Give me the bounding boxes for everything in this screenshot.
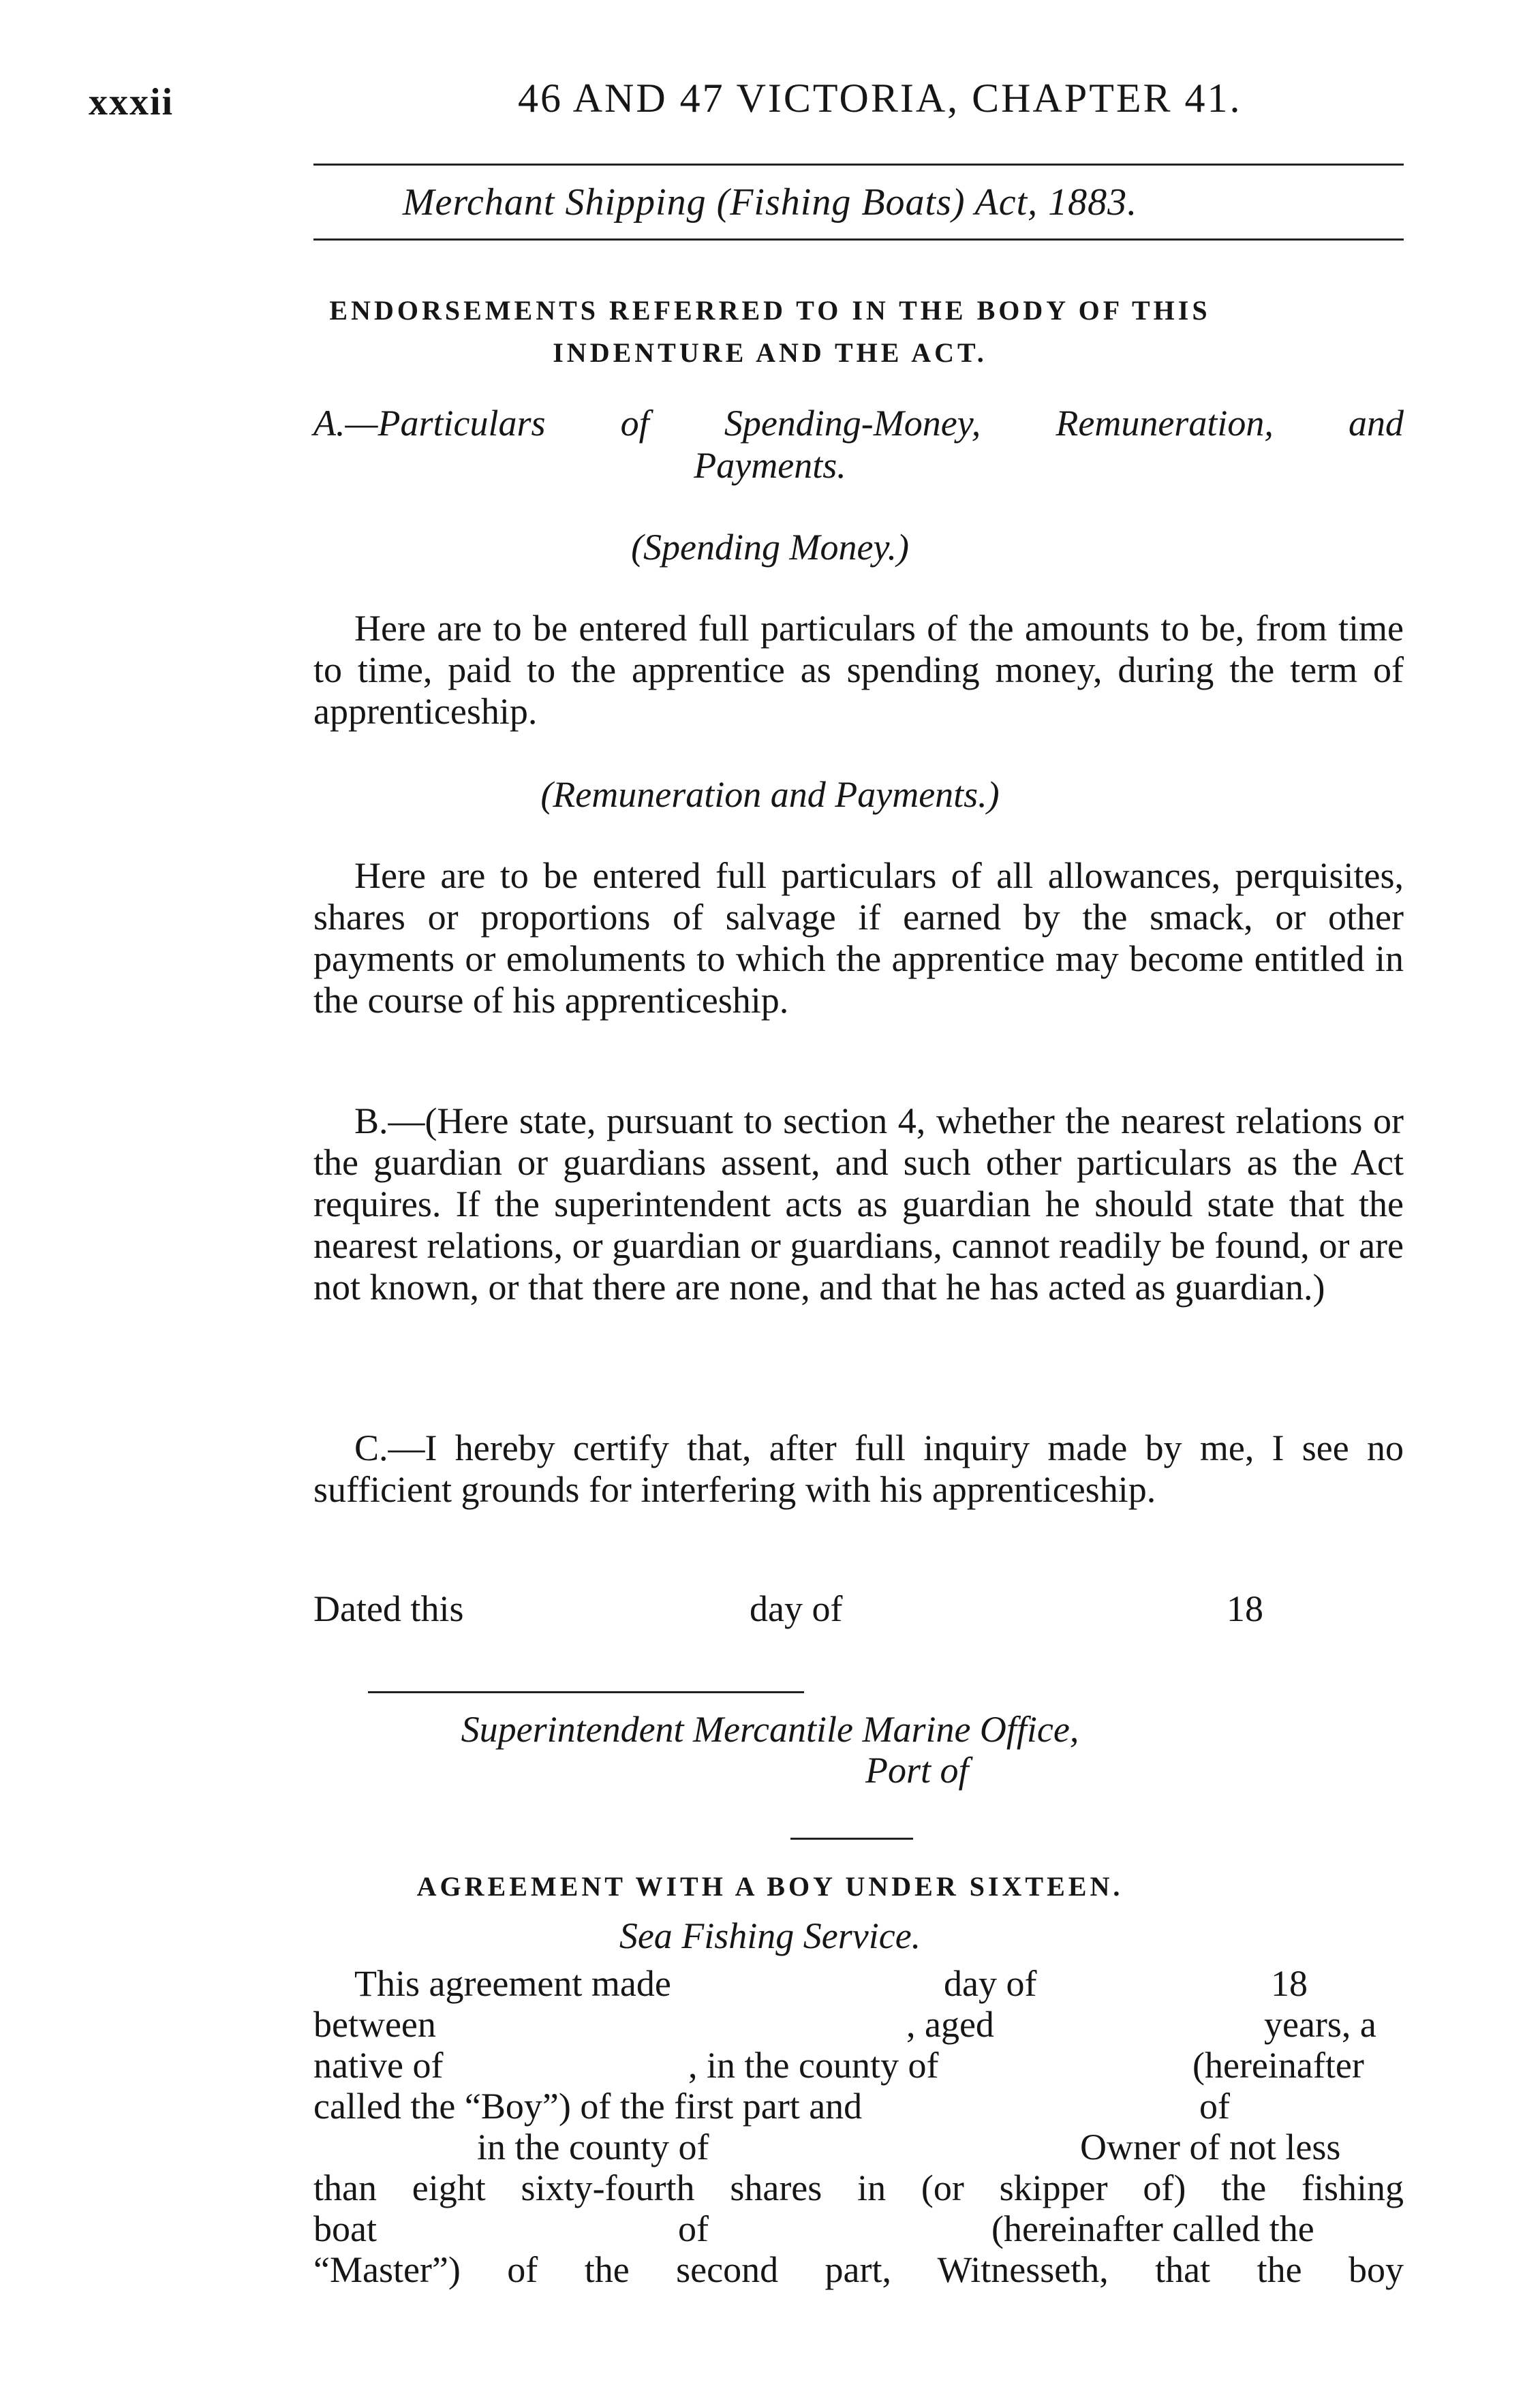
short-title: Merchant Shipping (Fishing Boats) Act, 1883. xyxy=(402,181,1138,223)
agreement-line5-a: in the county of xyxy=(477,2127,709,2167)
section-c-text: C.—I hereby certify that, after full inquiry made by me, I see no sufficient grounds for interfering with his apprenticeship. xyxy=(313,1427,1404,1510)
spending-money-text: Here are to be entered full particulars of the amounts to be, from time to time, paid to the apprentice as spending money, during the term of apprenticeship. xyxy=(313,608,1404,732)
agreement-subheading: Sea Fishing Service. xyxy=(619,1915,921,1956)
remuneration-text: Here are to be entered full particulars of all allowances, perquisites, shares or proportions of salvage if earned by the smack, or other payments or emoluments to which the apprentice may become entitled in the course of his apprenticeship. xyxy=(313,855,1404,1021)
section-a-heading xyxy=(313,402,1404,444)
agreement-line5-b: Owner of not less xyxy=(1080,2127,1341,2167)
remuneration-heading: (Remuneration and Payments.) xyxy=(540,774,1000,815)
page-number: xxxii xyxy=(89,81,174,123)
spending-money-heading: (Spending Money.) xyxy=(631,527,909,568)
agreement-line2-a: between xyxy=(313,2004,436,2045)
section-c-paragraph xyxy=(313,1427,1404,1511)
agreement-line2-b: , aged xyxy=(906,2004,994,2045)
signature-line2: Port of xyxy=(865,1750,969,1791)
section-b-paragraph xyxy=(313,1100,1404,1308)
agreement-line6: than eight sixty-fourth shares in (or skipper of) the fishing xyxy=(313,2167,1404,2208)
agreement-line2-c: years, a xyxy=(1264,2004,1376,2045)
dated-this-label: Dated this xyxy=(313,1588,464,1629)
agreement-line8: “Master”) of the second part, Witnesseth, that the boy xyxy=(313,2249,1404,2290)
endorsements-heading-line1: ENDORSEMENTS REFERRED TO IN THE BODY OF THIS xyxy=(329,295,1211,326)
agreement-line7-c: (hereinafter called the xyxy=(991,2208,1314,2249)
header-rule-bottom xyxy=(313,238,1404,241)
agreement-heading: AGREEMENT WITH A BOY UNDER SIXTEEN. xyxy=(416,1871,1124,1902)
agreement-line3-c: (hereinafter xyxy=(1192,2045,1364,2086)
agreement-line1-a: This agreement made xyxy=(354,1963,671,2004)
spending-money-paragraph xyxy=(313,608,1404,732)
remuneration-paragraph xyxy=(313,855,1404,1021)
signature-rule xyxy=(368,1691,804,1693)
agreement-line3-b: , in the county of xyxy=(688,2045,939,2086)
section-b-text: B.—(Here state, pursuant to section 4, whether the nearest relations or the guardian or guardians assent, and such other particulars as the Act requires. If the superintendent acts as guardian he should state that the nearest relations, or guardian or guardians, cannot readily be found, or are not known, or that there are none, and that he has acted as guardian.) xyxy=(313,1100,1404,1308)
signature-line1: Superintendent Mercantile Marine Office, xyxy=(461,1709,1079,1750)
section-a-heading-line2: Payments. xyxy=(694,445,846,486)
endorsements-heading-line2: INDENTURE AND THE ACT. xyxy=(553,337,987,368)
header-rule-top xyxy=(313,164,1404,166)
year-prefix: 18 xyxy=(1227,1588,1263,1629)
agreement-line7-b: of xyxy=(678,2208,709,2249)
section-divider xyxy=(790,1838,913,1840)
section-a-heading-line1: A.—Particulars of Spending-Money, Remuneration, and xyxy=(313,403,1404,444)
agreement-line3-a: native of xyxy=(313,2045,444,2086)
agreement-line4-a: called the “Boy”) of the first part and xyxy=(313,2086,863,2127)
agreement-line1-b: day of xyxy=(944,1963,1037,2004)
agreement-line1-c: 18 xyxy=(1271,1963,1308,2004)
running-head: 46 AND 47 VICTORIA, CHAPTER 41. xyxy=(518,76,1242,121)
day-of-label: day of xyxy=(750,1588,843,1629)
agreement-line4-b: of xyxy=(1199,2086,1230,2127)
agreement-line7-a: boat xyxy=(313,2208,377,2249)
